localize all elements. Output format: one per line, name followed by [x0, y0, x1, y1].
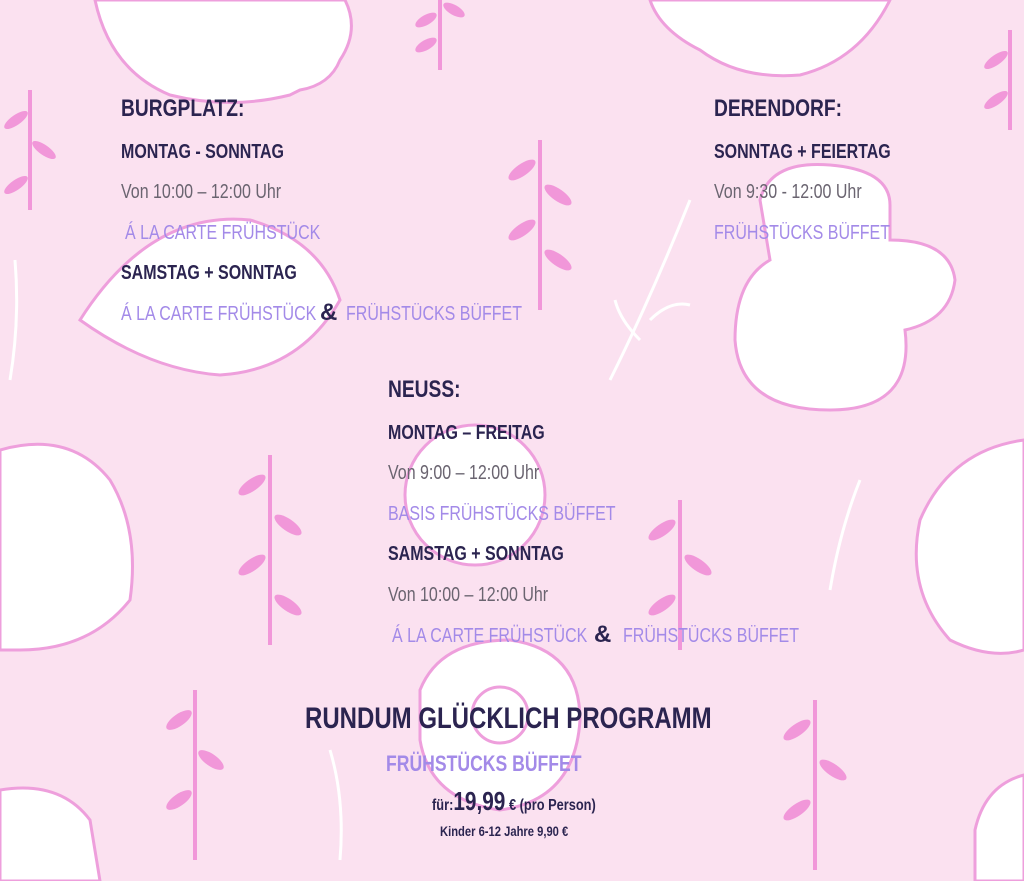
program-title: RUNDUM GLÜCKLICH PROGRAMM [305, 702, 712, 735]
opening-hours: Von 10:00 – 12:00 Uhr [388, 584, 549, 606]
days-label: SAMSTAG + SONNTAG [121, 262, 297, 284]
leaf-sprig-icon [780, 700, 849, 870]
location-title-burgplatz: BURGPLATZ: [121, 95, 245, 122]
leaf-sprig-icon [235, 455, 304, 645]
leaf-sprig-icon [982, 30, 1012, 130]
offer-label: Á LA CARTE FRÜHSTÜCK [121, 303, 317, 325]
offer-label: FRÜHSTÜCKS BÜFFET [714, 222, 890, 244]
price-value: 19,99 [453, 786, 506, 816]
outline-sprig-icon [610, 200, 690, 380]
outline-sprig-icon [615, 300, 690, 340]
price-suffix: € (pro Person) [508, 797, 596, 814]
days-label: MONTAG - SONNTAG [121, 141, 284, 163]
program-subtitle: FRÜHSTÜCKS BÜFFET [386, 751, 582, 776]
kids-price: Kinder 6-12 Jahre 9,90 € [440, 823, 569, 839]
price-line [432, 786, 596, 817]
leaf-sprig-icon [2, 90, 59, 210]
leaf-sprig-icon [163, 690, 226, 860]
leaf-sprig-icon [413, 0, 467, 70]
location-title-derendorf: DERENDORF: [714, 95, 842, 122]
bread-icon [975, 775, 1024, 881]
bread-icon [0, 444, 133, 650]
bread-icon [916, 440, 1024, 653]
offer-label: FRÜHSTÜCKS BÜFFET [346, 303, 522, 325]
leaf-sprig-icon [505, 140, 574, 310]
offer-label: FRÜHSTÜCKS BÜFFET [623, 625, 799, 647]
coffee-cup-icon [95, 0, 351, 103]
outline-sprig-icon [330, 750, 341, 860]
croissant-icon [650, 0, 890, 76]
price-prefix: für: [432, 797, 454, 814]
ampersand: & [320, 299, 338, 326]
days-label: SAMSTAG + SONNTAG [388, 543, 564, 565]
ampersand: & [594, 621, 612, 648]
outline-sprig-icon [10, 260, 17, 380]
offer-label: Á LA CARTE FRÜHSTÜCK [125, 222, 321, 244]
offer-label: Á LA CARTE FRÜHSTÜCK [392, 625, 588, 647]
opening-hours: Von 9:30 - 12:00 Uhr [714, 181, 862, 203]
location-title-neuss: NEUSS: [388, 376, 461, 403]
days-label: MONTAG – FREITAG [388, 422, 545, 444]
offer-label: BASIS FRÜHSTÜCKS BÜFFET [388, 503, 616, 525]
days-label: SONNTAG + FEIERTAG [714, 141, 891, 163]
opening-hours: Von 10:00 – 12:00 Uhr [121, 181, 282, 203]
opening-hours: Von 9:00 – 12:00 Uhr [388, 462, 540, 484]
outline-sprig-icon [830, 480, 860, 590]
bread-icon [0, 788, 100, 881]
